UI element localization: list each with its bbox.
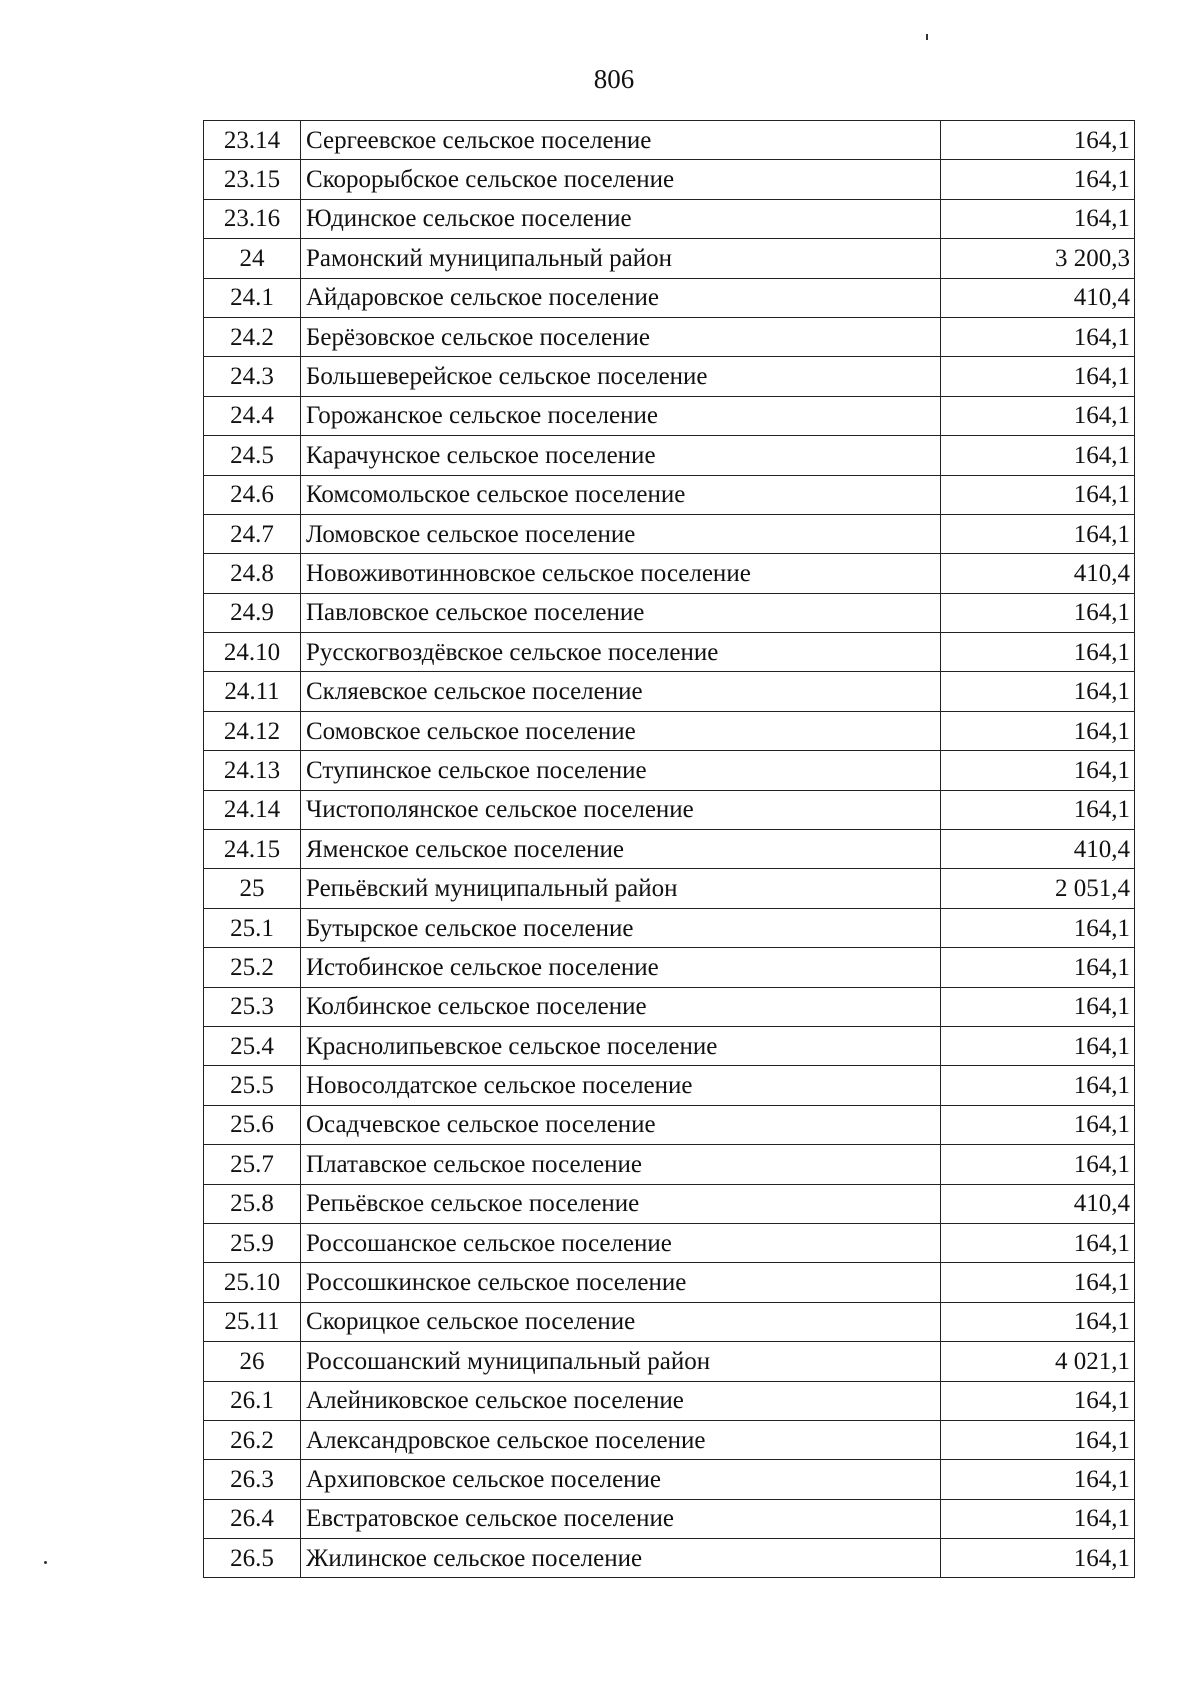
- settlement-name: Ломовское сельское поселение: [301, 514, 941, 553]
- amount-value: 164,1: [941, 1066, 1135, 1105]
- row-number: 26.4: [204, 1499, 301, 1538]
- settlement-name: Юдинское сельское поселение: [301, 199, 941, 238]
- table-row: [204, 948, 1135, 987]
- row-number: 23.15: [204, 160, 301, 199]
- row-number: 24.6: [204, 475, 301, 514]
- settlement-name: Краснолипьевское сельское поселение: [301, 1026, 941, 1065]
- table-row: [204, 278, 1135, 317]
- settlement-name: Истобинское сельское поселение: [301, 948, 941, 987]
- amount-value: 164,1: [941, 199, 1135, 238]
- amount-value: 164,1: [941, 1539, 1135, 1578]
- settlement-name: Колбинское сельское поселение: [301, 987, 941, 1026]
- settlement-name: Осадчевское сельское поселение: [301, 1105, 941, 1144]
- row-number: 24.14: [204, 790, 301, 829]
- settlement-name: Скляевское сельское поселение: [301, 672, 941, 711]
- table-row: [204, 357, 1135, 396]
- table-row: [204, 475, 1135, 514]
- settlement-name: Ступинское сельское поселение: [301, 751, 941, 790]
- row-number: 24.7: [204, 514, 301, 553]
- row-number: 25.9: [204, 1223, 301, 1262]
- amount-value: 164,1: [941, 987, 1135, 1026]
- amount-value: 164,1: [941, 160, 1135, 199]
- settlement-name: Александровское сельское поселение: [301, 1420, 941, 1459]
- settlement-name: Жилинское сельское поселение: [301, 1539, 941, 1578]
- table-row: [204, 1184, 1135, 1223]
- table-row: [204, 1026, 1135, 1065]
- amount-value: 164,1: [941, 1026, 1135, 1065]
- amount-value: 164,1: [941, 1420, 1135, 1459]
- amount-value: 164,1: [941, 1499, 1135, 1538]
- settlement-name: Айдаровское сельское поселение: [301, 278, 941, 317]
- table-row: [204, 1223, 1135, 1262]
- settlement-name: Большеверейское сельское поселение: [301, 357, 941, 396]
- row-number: 26.3: [204, 1460, 301, 1499]
- settlement-name: Сомовское сельское поселение: [301, 711, 941, 750]
- table-row: [204, 317, 1135, 356]
- table-row: [204, 199, 1135, 238]
- settlement-name: Чистополянское сельское поселение: [301, 790, 941, 829]
- row-number: 26: [204, 1342, 301, 1381]
- settlement-name: Бутырское сельское поселение: [301, 908, 941, 947]
- amount-value: 164,1: [941, 357, 1135, 396]
- row-number: 25.7: [204, 1145, 301, 1184]
- amount-value: 164,1: [941, 1105, 1135, 1144]
- row-number: 25.2: [204, 948, 301, 987]
- amount-value: 164,1: [941, 475, 1135, 514]
- amount-value: 3 200,3: [941, 239, 1135, 278]
- row-number: 26.1: [204, 1381, 301, 1420]
- row-number: 25.1: [204, 908, 301, 947]
- settlement-name: Репьёвский муниципальный район: [301, 869, 941, 908]
- table-row: [204, 1499, 1135, 1538]
- table-row: [204, 1460, 1135, 1499]
- amount-value: 164,1: [941, 1145, 1135, 1184]
- settlement-name: Скорицкое сельское поселение: [301, 1302, 941, 1341]
- table-row: [204, 711, 1135, 750]
- amount-value: 164,1: [941, 751, 1135, 790]
- table-row: [204, 1145, 1135, 1184]
- amount-value: 2 051,4: [941, 869, 1135, 908]
- scan-speck: [44, 1561, 47, 1564]
- settlement-name: Комсомольское сельское поселение: [301, 475, 941, 514]
- amount-value: 164,1: [941, 1302, 1135, 1341]
- row-number: 23.14: [204, 121, 301, 160]
- row-number: 24.4: [204, 396, 301, 435]
- table-row: [204, 908, 1135, 947]
- row-number: 25.4: [204, 1026, 301, 1065]
- table-row: [204, 830, 1135, 869]
- table-row: [204, 1539, 1135, 1578]
- amount-value: 164,1: [941, 790, 1135, 829]
- settlement-name: Павловское сельское поселение: [301, 593, 941, 632]
- row-number: 24.13: [204, 751, 301, 790]
- amount-value: 410,4: [941, 1184, 1135, 1223]
- amount-value: 410,4: [941, 278, 1135, 317]
- settlement-name: Россошанский муниципальный район: [301, 1342, 941, 1381]
- settlement-name: Евстратовское сельское поселение: [301, 1499, 941, 1538]
- settlement-name: Платавское сельское поселение: [301, 1145, 941, 1184]
- row-number: 25: [204, 869, 301, 908]
- row-number: 26.5: [204, 1539, 301, 1578]
- settlement-name: Россошкинское сельское поселение: [301, 1263, 941, 1302]
- amount-value: 164,1: [941, 1263, 1135, 1302]
- settlement-name: Сергеевское сельское поселение: [301, 121, 941, 160]
- table-row: [204, 1263, 1135, 1302]
- row-number: 26.2: [204, 1420, 301, 1459]
- amount-value: 164,1: [941, 1223, 1135, 1262]
- amount-value: 410,4: [941, 830, 1135, 869]
- amount-value: 164,1: [941, 121, 1135, 160]
- row-number: 25.3: [204, 987, 301, 1026]
- table-row: [204, 436, 1135, 475]
- settlement-name: Русскогвоздёвское сельское поселение: [301, 633, 941, 672]
- row-number: 25.11: [204, 1302, 301, 1341]
- settlement-name: Берёзовское сельское поселение: [301, 317, 941, 356]
- amount-value: 410,4: [941, 554, 1135, 593]
- amount-value: 164,1: [941, 672, 1135, 711]
- table-row: [204, 1302, 1135, 1341]
- table-row: [204, 121, 1135, 160]
- row-number: 24.9: [204, 593, 301, 632]
- amount-value: 164,1: [941, 908, 1135, 947]
- amount-value: 164,1: [941, 711, 1135, 750]
- table-row: [204, 672, 1135, 711]
- table-row: [204, 1381, 1135, 1420]
- scan-speck: [926, 34, 928, 40]
- row-number: 24.5: [204, 436, 301, 475]
- row-number: 24.10: [204, 633, 301, 672]
- amount-value: 164,1: [941, 396, 1135, 435]
- row-number: 24.8: [204, 554, 301, 593]
- row-number: 24.3: [204, 357, 301, 396]
- settlement-name: Карачунское сельское поселение: [301, 436, 941, 475]
- row-number: 25.6: [204, 1105, 301, 1144]
- table-body: [204, 121, 1135, 1578]
- table-row: [204, 869, 1135, 908]
- amount-value: 164,1: [941, 1460, 1135, 1499]
- amount-value: 164,1: [941, 1381, 1135, 1420]
- row-number: 25.10: [204, 1263, 301, 1302]
- table-row: [204, 1420, 1135, 1459]
- page-number: 806: [593, 64, 635, 94]
- table-row: [204, 160, 1135, 199]
- row-number: 23.16: [204, 199, 301, 238]
- settlement-name: Горожанское сельское поселение: [301, 396, 941, 435]
- settlement-name: Рамонский муниципальный район: [301, 239, 941, 278]
- amount-value: 164,1: [941, 593, 1135, 632]
- amount-value: 4 021,1: [941, 1342, 1135, 1381]
- amount-value: 164,1: [941, 317, 1135, 356]
- settlement-name: Архиповское сельское поселение: [301, 1460, 941, 1499]
- row-number: 25.8: [204, 1184, 301, 1223]
- settlement-name: Новоживотинновское сельское поселение: [301, 554, 941, 593]
- row-number: 24.15: [204, 830, 301, 869]
- table-row: [204, 633, 1135, 672]
- settlement-name: Алейниковское сельское поселение: [301, 1381, 941, 1420]
- settlement-name: Репьёвское сельское поселение: [301, 1184, 941, 1223]
- amount-value: 164,1: [941, 633, 1135, 672]
- settlement-name: Скорорыбское сельское поселение: [301, 160, 941, 199]
- table-row: [204, 396, 1135, 435]
- table-row: [204, 790, 1135, 829]
- row-number: 24.11: [204, 672, 301, 711]
- table-row: [204, 751, 1135, 790]
- table-row: [204, 514, 1135, 553]
- table-row: [204, 239, 1135, 278]
- table-row: [204, 1066, 1135, 1105]
- settlement-name: Россошанское сельское поселение: [301, 1223, 941, 1262]
- amount-value: 164,1: [941, 436, 1135, 475]
- settlement-name: Новосолдатское сельское поселение: [301, 1066, 941, 1105]
- settlement-name: Яменское сельское поселение: [301, 830, 941, 869]
- row-number: 25.5: [204, 1066, 301, 1105]
- row-number: 24.1: [204, 278, 301, 317]
- table-row: [204, 987, 1135, 1026]
- allocation-table: [203, 120, 1135, 1578]
- amount-value: 164,1: [941, 514, 1135, 553]
- table-row: [204, 1105, 1135, 1144]
- table-row: [204, 593, 1135, 632]
- amount-value: 164,1: [941, 948, 1135, 987]
- row-number: 24.2: [204, 317, 301, 356]
- row-number: 24: [204, 239, 301, 278]
- row-number: 24.12: [204, 711, 301, 750]
- table-row: [204, 554, 1135, 593]
- table-row: [204, 1342, 1135, 1381]
